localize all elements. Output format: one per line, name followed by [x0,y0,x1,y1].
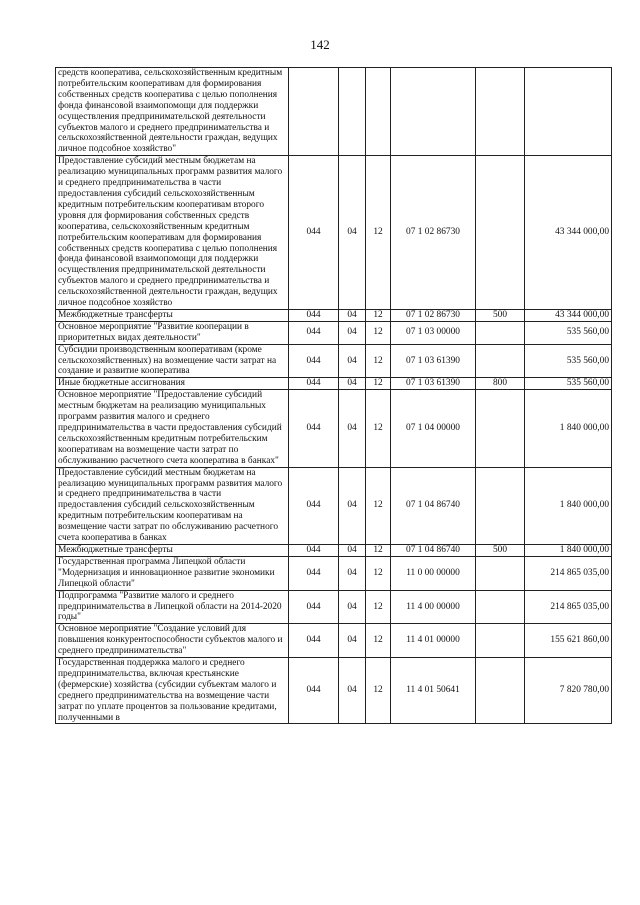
row-target-article [391,68,476,156]
row-subsection: 12 [366,624,391,658]
row-subsection: 12 [366,378,391,390]
row-target-article: 07 1 04 86740 [391,544,476,556]
row-expense-type: 800 [476,378,525,390]
row-subsection: 12 [366,556,391,590]
table-row [56,390,612,467]
row-subsection: 12 [366,467,391,544]
row-section: 04 [339,378,366,390]
row-target-article: 07 1 04 00000 [391,390,476,467]
row-admin-code [289,68,339,156]
row-admin-code: 044 [289,624,339,658]
row-section: 04 [339,467,366,544]
row-subsection: 12 [366,321,391,344]
table-row [56,378,612,390]
row-expense-type: 500 [476,544,525,556]
row-expense-type [476,390,525,467]
row-admin-code: 044 [289,556,339,590]
row-section: 04 [339,556,366,590]
table-row [56,68,612,156]
row-section: 04 [339,590,366,624]
row-admin-code: 044 [289,378,339,390]
table-row [56,590,612,624]
row-amount: 214 865 035,00 [525,590,612,624]
row-name: Подпрограмма "Развитие малого и среднего предпринимательства в Липецкой области на 2014-2020 годы" [56,590,289,624]
row-expense-type [476,156,525,310]
row-amount: 1 840 000,00 [525,544,612,556]
table-row [56,344,612,378]
row-amount: 155 621 860,00 [525,624,612,658]
row-admin-code: 044 [289,590,339,624]
row-subsection: 12 [366,658,391,724]
row-name: Государственная поддержка малого и среднего предпринимательства, включая крестьянские (фермерские) хозяйства (субсидии субъектам малого и среднего предпринимательства на возмещение части затрат по уплате процентов за пользование кредитами, полученными в [56,658,289,724]
row-expense-type [476,344,525,378]
row-section: 04 [339,156,366,310]
row-expense-type [476,556,525,590]
row-name: средств кооператива, сельскохозяйственным кредитным потребительским кооперативам для формирования собственных средств кооператива с целью пополнения фонда финансовой взаимопомощи для поддержки осуществления предпринимательской деятельности субъектов малого и среднего предпринимательства и сельскохозяйственной деятельности граждан, ведущих личное подсобное хозяйство" [56,68,289,156]
row-section: 04 [339,309,366,321]
table-row [56,624,612,658]
row-target-article: 07 1 02 86730 [391,309,476,321]
row-expense-type: 500 [476,309,525,321]
row-subsection [366,68,391,156]
row-name: Основное мероприятие "Развитие кооперации в приоритетных видах деятельности" [56,321,289,344]
row-section: 04 [339,544,366,556]
row-expense-type [476,467,525,544]
row-subsection: 12 [366,344,391,378]
row-subsection: 12 [366,544,391,556]
row-target-article: 11 4 01 00000 [391,624,476,658]
row-target-article: 07 1 03 00000 [391,321,476,344]
page-number: 142 [310,37,330,52]
row-name: Государственная программа Липецкой области "Модернизация и инновационное развитие экономики Липецкой области" [56,556,289,590]
row-amount: 43 344 000,00 [525,156,612,310]
row-admin-code: 044 [289,544,339,556]
row-subsection: 12 [366,309,391,321]
table-row [56,544,612,556]
row-target-article: 07 1 02 86730 [391,156,476,310]
row-amount: 43 344 000,00 [525,309,612,321]
row-expense-type [476,321,525,344]
row-admin-code: 044 [289,309,339,321]
row-section: 04 [339,658,366,724]
row-admin-code: 044 [289,467,339,544]
row-section: 04 [339,321,366,344]
row-target-article: 11 4 01 50641 [391,658,476,724]
row-name: Предоставление субсидий местным бюджетам на реализацию муниципальных программ развития малого и среднего предпринимательства в части предоставления субсидий сельскохозяйственным кредитным потребительским кооперативам второго уровня для формирования собственных средств кооператива, сельскохозяйственным кредитным потребительским кооперативам для формирования собственных средств кооператива с целью пополнения фонда финансовой взаимопомощи для поддержки осуществления предпринимательской деятельности субъектов малого и среднего предпринимательства и сельскохозяйственной деятельности граждан, ведущих личное подсобное хозяйство [56,156,289,310]
row-amount: 535 560,00 [525,344,612,378]
budget-table [55,67,612,724]
table-row [56,309,612,321]
row-subsection: 12 [366,590,391,624]
row-expense-type [476,624,525,658]
row-admin-code: 044 [289,321,339,344]
row-expense-type [476,68,525,156]
row-target-article: 07 1 03 61390 [391,344,476,378]
row-admin-code: 044 [289,390,339,467]
row-amount: 1 840 000,00 [525,390,612,467]
row-target-article: 07 1 03 61390 [391,378,476,390]
row-subsection: 12 [366,156,391,310]
row-admin-code: 044 [289,156,339,310]
row-admin-code: 044 [289,658,339,724]
row-section: 04 [339,344,366,378]
table-row [56,556,612,590]
row-expense-type [476,590,525,624]
row-section: 04 [339,624,366,658]
row-name: Межбюджетные трансферты [56,309,289,321]
row-amount [525,68,612,156]
row-name: Субсидии производственным кооперативам (кроме сельскохозяйственных) на возмещение части затрат на создание и развитие кооператива [56,344,289,378]
row-target-article: 11 4 00 00000 [391,590,476,624]
table-row [56,321,612,344]
row-name: Предоставление субсидий местным бюджетам на реализацию муниципальных программ развития малого и среднего предпринимательства в части предоставления субсидий сельскохозяйственным кредитным потребительским кооперативам на возмещение части затрат по обслуживанию расчетного счета кооператива в банках [56,467,289,544]
row-expense-type [476,658,525,724]
row-amount: 1 840 000,00 [525,467,612,544]
row-admin-code: 044 [289,344,339,378]
row-subsection: 12 [366,390,391,467]
row-section [339,68,366,156]
row-amount: 535 560,00 [525,378,612,390]
row-target-article: 07 1 04 86740 [391,467,476,544]
table-row [56,156,612,310]
row-amount: 7 820 780,00 [525,658,612,724]
row-amount: 535 560,00 [525,321,612,344]
row-name: Основное мероприятие "Создание условий для повышения конкурентоспособности субъектов малого и среднего предпринимательства" [56,624,289,658]
row-amount: 214 865 035,00 [525,556,612,590]
row-target-article: 11 0 00 00000 [391,556,476,590]
row-name: Иные бюджетные ассигнования [56,378,289,390]
table-row [56,467,612,544]
table-row [56,658,612,724]
row-name: Основное мероприятие "Предоставление субсидий местным бюджетам на реализацию муниципальных программ развития малого и среднего предпринимательства в части предоставления субсидий сельскохозяйственным кредитным потребительским кооперативам на возмещение части затрат по обслуживанию расчетного счета кооператива в банках" [56,390,289,467]
row-section: 04 [339,390,366,467]
row-name: Межбюджетные трансферты [56,544,289,556]
